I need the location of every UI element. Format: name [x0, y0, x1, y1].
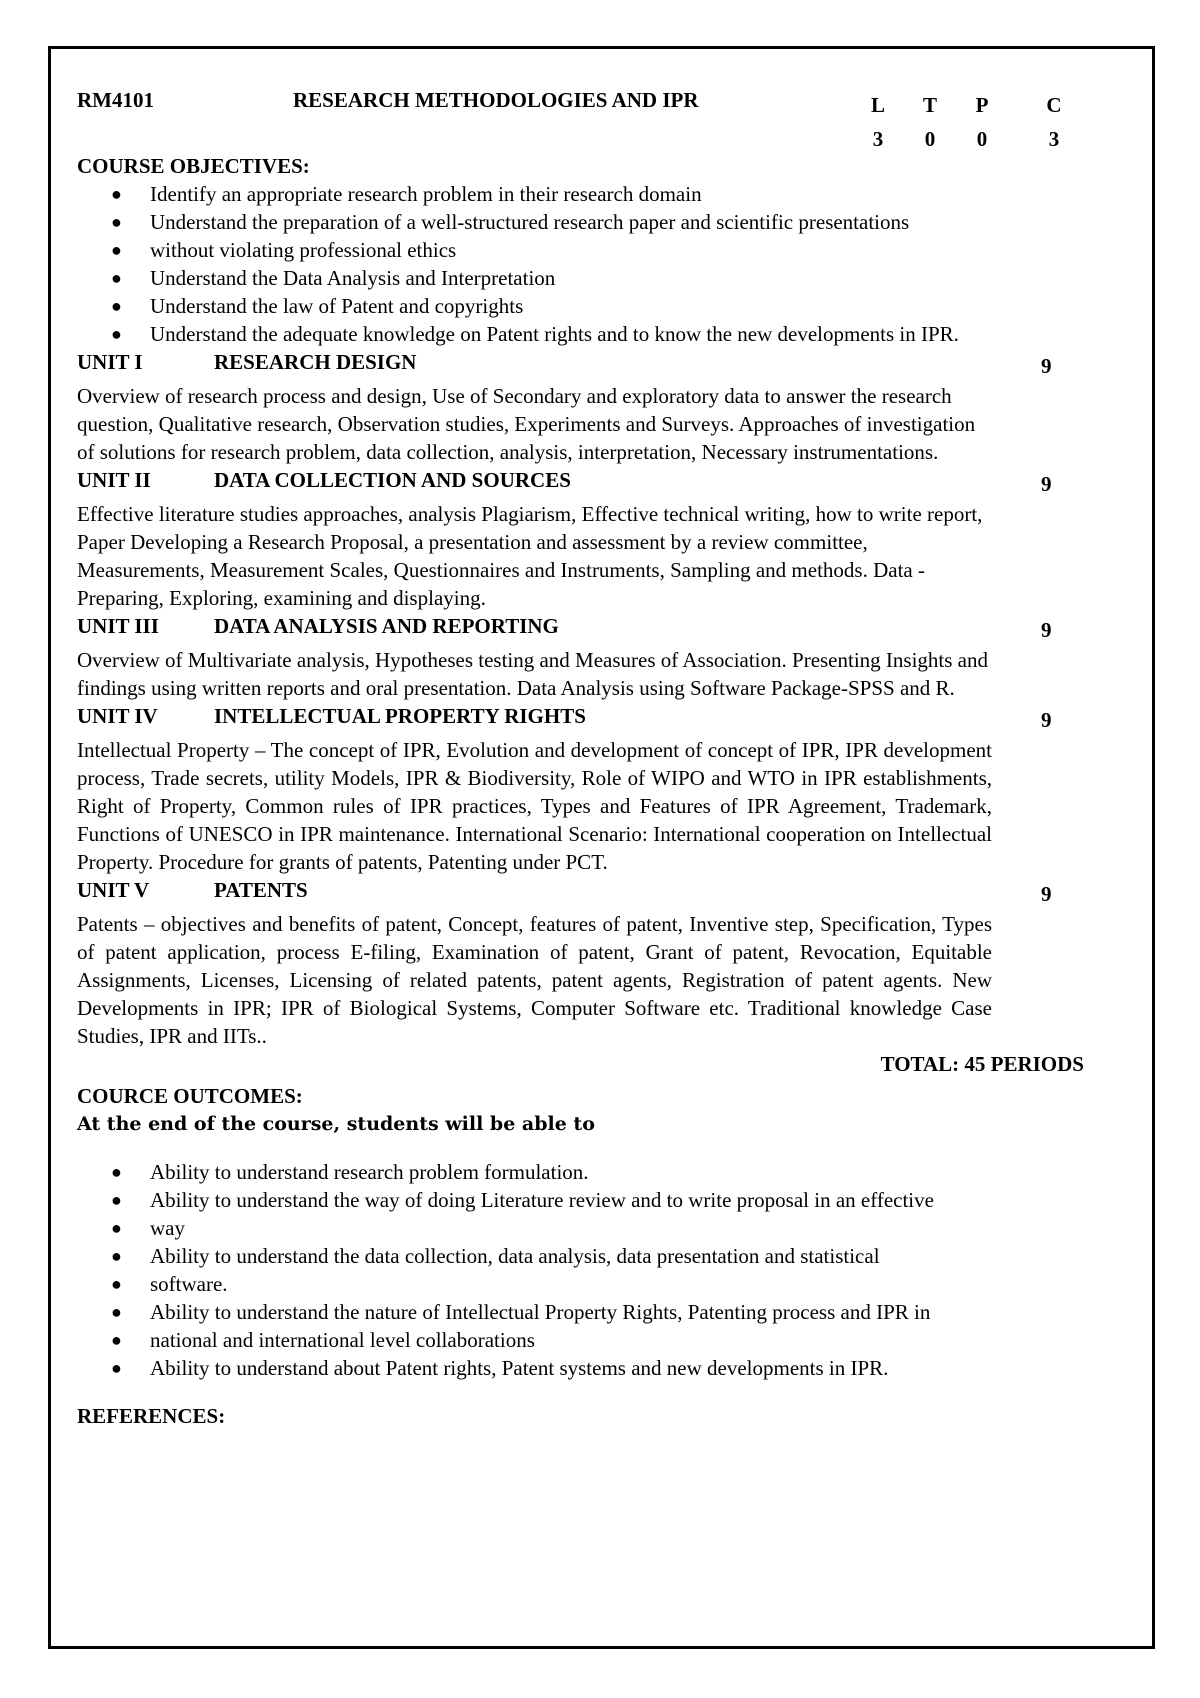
- list-item: ● software.: [111, 1272, 228, 1296]
- bullet-icon: ●: [111, 324, 122, 344]
- bullet-icon: ●: [111, 212, 122, 232]
- list-item: ● Identify an appropriate research problem in their research domain: [111, 182, 702, 206]
- outcomes-subheading: At the end of the course, students will be able to: [77, 1113, 595, 1135]
- list-item: ● without violating professional ethics: [111, 238, 457, 262]
- list-item: ● Ability to understand the nature of Intellectual Property Rights, Patenting process and IPR in: [111, 1300, 931, 1324]
- unit-description: Overview of Multivariate analysis, Hypotheses testing and Measures of Association. Presenting Insights and findings using written reports and oral presentation. Data Analysis using Software Package-SPSS and R.: [77, 648, 988, 700]
- outcomes-section: [77, 1082, 1087, 1382]
- unit-title: DATA COLLECTION AND SOURCES: [214, 468, 571, 492]
- unit-hours: 9: [1041, 708, 1052, 732]
- bullet-icon: ●: [111, 296, 122, 316]
- unit-hours: 9: [1041, 882, 1052, 906]
- objectives-list: [77, 180, 1087, 348]
- unit-label: UNIT V: [77, 878, 150, 902]
- bullet-icon: ●: [111, 1162, 122, 1182]
- bullet-icon: ●: [111, 1358, 122, 1378]
- bullet-icon: ●: [111, 184, 122, 204]
- ltpc-label: C: [1046, 93, 1062, 117]
- bullet-icon: ●: [111, 1330, 122, 1350]
- total-periods: TOTAL: 45 PERIODS: [880, 1052, 1084, 1076]
- ltpc-l-column: [863, 88, 893, 156]
- unit-description: Overview of research process and design, Use of Secondary and exploratory data to answer the research question, Qualitative research, Observation studies, Experiments and Surveys. Approaches of investigation of solutions for research problem, data collection, analysis, interpretation, Necessary instrumentations.: [77, 384, 976, 464]
- bullet-icon: ●: [111, 1246, 122, 1266]
- bullet-icon: ●: [111, 1302, 122, 1322]
- unit-label: UNIT IV: [77, 704, 158, 728]
- bullet-icon: ●: [111, 1218, 122, 1238]
- objectives-heading: COURSE OBJECTIVES:: [77, 154, 310, 178]
- unit-description: Patents – objectives and benefits of patent, Concept, features of patent, Inventive step, Specification, Types of patent application, process E-filing, Examination of patent, Grant of patent, Revocation, Equitable Assignments, Licenses, Licensing of related patents, patent agents, Registration of patent agents. New Developments in IPR; IPR of Biological Systems, Computer Software etc. Traditional knowledge Case Studies, IPR and IITs..: [77, 912, 992, 1048]
- bullet-icon: ●: [111, 1190, 122, 1210]
- list-item: ● Understand the adequate knowledge on Patent rights and to know the new developments in IPR.: [111, 322, 959, 346]
- ltpc-p-column: [967, 88, 997, 156]
- unit-description: Intellectual Property – The concept of IPR, Evolution and development of concept of IPR, IPR development process, Trade secrets, utility Models, IPR & Biodiversity, Role of WIPO and WTO in IPR establishments, Right of Property, Common rules of IPR practices, Types and Features of IPR Agreement, Trademark, Functions of UNESCO in IPR maintenance. International Scenario: International cooperation on Intellectual Property. Procedure for grants of patents, Patenting under PCT.: [77, 738, 992, 874]
- unit-hours: 9: [1041, 618, 1052, 642]
- unit-title: RESEARCH DESIGN: [214, 350, 417, 374]
- ltpc-label: L: [870, 93, 885, 117]
- course-code: RM4101: [77, 88, 154, 112]
- bullet-icon: ●: [111, 268, 122, 288]
- ltpc-c-column: [1039, 88, 1069, 156]
- ltpc-value: 3: [1048, 127, 1060, 151]
- bullet-icon: ●: [111, 1274, 122, 1294]
- outcomes-heading: COURCE OUTCOMES:: [77, 1084, 303, 1108]
- unit-heading-row: [77, 348, 1087, 382]
- unit-title: DATA ANALYSIS AND REPORTING: [214, 614, 559, 638]
- list-item: ● Understand the Data Analysis and Interpretation: [111, 266, 556, 290]
- syllabus-content: [77, 86, 1087, 1430]
- ltpc-value: 3: [872, 127, 884, 151]
- ltpc-value: 0: [924, 127, 936, 151]
- unit-hours: 9: [1041, 354, 1052, 378]
- unit-heading-row: [77, 612, 1087, 646]
- course-header: [77, 86, 1087, 152]
- ltpc-t-column: [915, 88, 945, 156]
- ltpc-label: T: [922, 93, 937, 117]
- unit-label: UNIT II: [77, 468, 151, 492]
- ltpc-value: 0: [976, 127, 988, 151]
- unit-description: Effective literature studies approaches, analysis Plagiarism, Effective technical writing, how to write report, Paper Developing a Research Proposal, a presentation and assessment by a review committee, Measurements, Measurement Scales, Questionnaires and Instruments, Sampling and methods. Data - Preparing, Exploring, examining and displaying.: [77, 502, 983, 610]
- unit-title: PATENTS: [214, 878, 308, 902]
- list-item: ● Ability to understand the way of doing Literature review and to write proposal in an effective: [111, 1188, 934, 1212]
- list-item: ● way: [111, 1216, 185, 1240]
- unit-title: INTELLECTUAL PROPERTY RIGHTS: [214, 704, 586, 728]
- list-item: ● Understand the law of Patent and copyrights: [111, 294, 524, 318]
- references-heading: REFERENCES:: [77, 1404, 226, 1428]
- course-title: RESEARCH METHODOLOGIES AND IPR: [293, 88, 699, 112]
- list-item: ● Understand the preparation of a well-structured research paper and scientific presentations: [111, 210, 910, 234]
- ltpc-label: P: [975, 93, 989, 117]
- unit-heading-row: [77, 702, 1087, 736]
- unit-label: UNIT III: [77, 614, 159, 638]
- unit-heading-row: [77, 876, 1087, 910]
- unit-hours: 9: [1041, 472, 1052, 496]
- outcomes-list: [77, 1158, 1087, 1382]
- list-item: ● Ability to understand research problem formulation.: [111, 1160, 589, 1184]
- unit-label: UNIT I: [77, 350, 143, 374]
- bullet-icon: ●: [111, 240, 122, 260]
- unit-heading-row: [77, 466, 1087, 500]
- list-item: ● Ability to understand the data collection, data analysis, data presentation and statistical: [111, 1244, 880, 1268]
- list-item: ● national and international level collaborations: [111, 1328, 535, 1352]
- list-item: ● Ability to understand about Patent rights, Patent systems and new developments in IPR.: [111, 1356, 889, 1380]
